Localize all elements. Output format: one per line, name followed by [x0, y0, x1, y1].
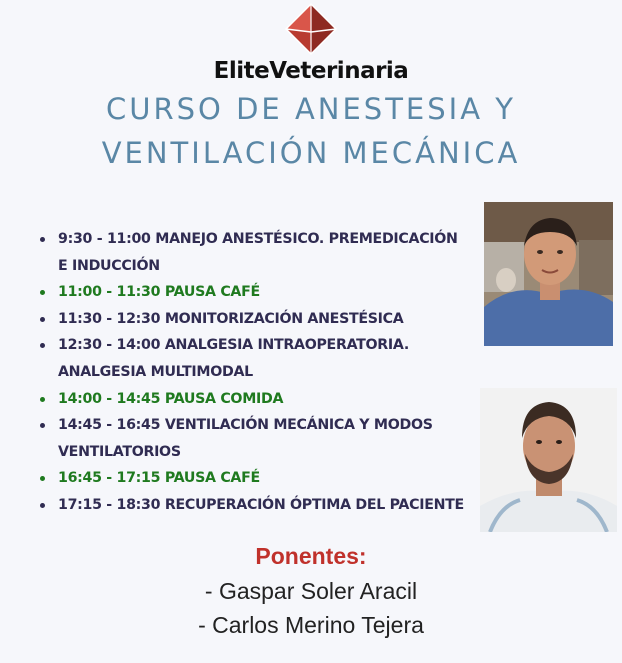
brand-name: EliteVeterinaria: [213, 58, 409, 84]
schedule-item: 17:15 - 18:30 RECUPERACIÓN ÓPTIMA DEL PACIENTE: [40, 492, 470, 519]
schedule-item-break: 11:00 - 11:30 PAUSA CAFÉ: [40, 279, 470, 306]
speaker-name-1: - Gaspar Soler Aracil: [204, 578, 418, 604]
course-title-line-1: CURSO DE ANESTESIA Y: [106, 92, 516, 126]
schedule-list: [40, 226, 470, 519]
schedule-item-break: 16:45 - 17:15 PAUSA CAFÉ: [40, 465, 470, 492]
diamond-logo-icon: [284, 2, 338, 56]
schedule-item: 11:30 - 12:30 MONITORIZACIÓN ANESTÉSICA: [40, 306, 470, 333]
schedule-item: 14:45 - 16:45 VENTILACIÓN MECÁNICA Y MODOS VENTILATORIOS: [40, 412, 470, 465]
schedule-item-break: 14:00 - 14:45 PAUSA COMIDA: [40, 386, 470, 413]
schedule-item: 9:30 - 11:00 MANEJO ANESTÉSICO. PREMEDICACIÓN E INDUCCIÓN: [40, 226, 470, 279]
speaker-photo-2: [480, 388, 617, 532]
schedule-item: 12:30 - 14:00 ANALGESIA INTRAOPERATORIA. ANALGESIA MULTIMODAL: [40, 332, 470, 385]
speakers-heading: Ponentes:: [255, 543, 367, 569]
course-title-line-2: VENTILACIÓN MECÁNICA: [101, 136, 521, 170]
speaker-photo-1: [484, 202, 613, 346]
speaker-name-2: - Carlos Merino Tejera: [198, 612, 424, 638]
